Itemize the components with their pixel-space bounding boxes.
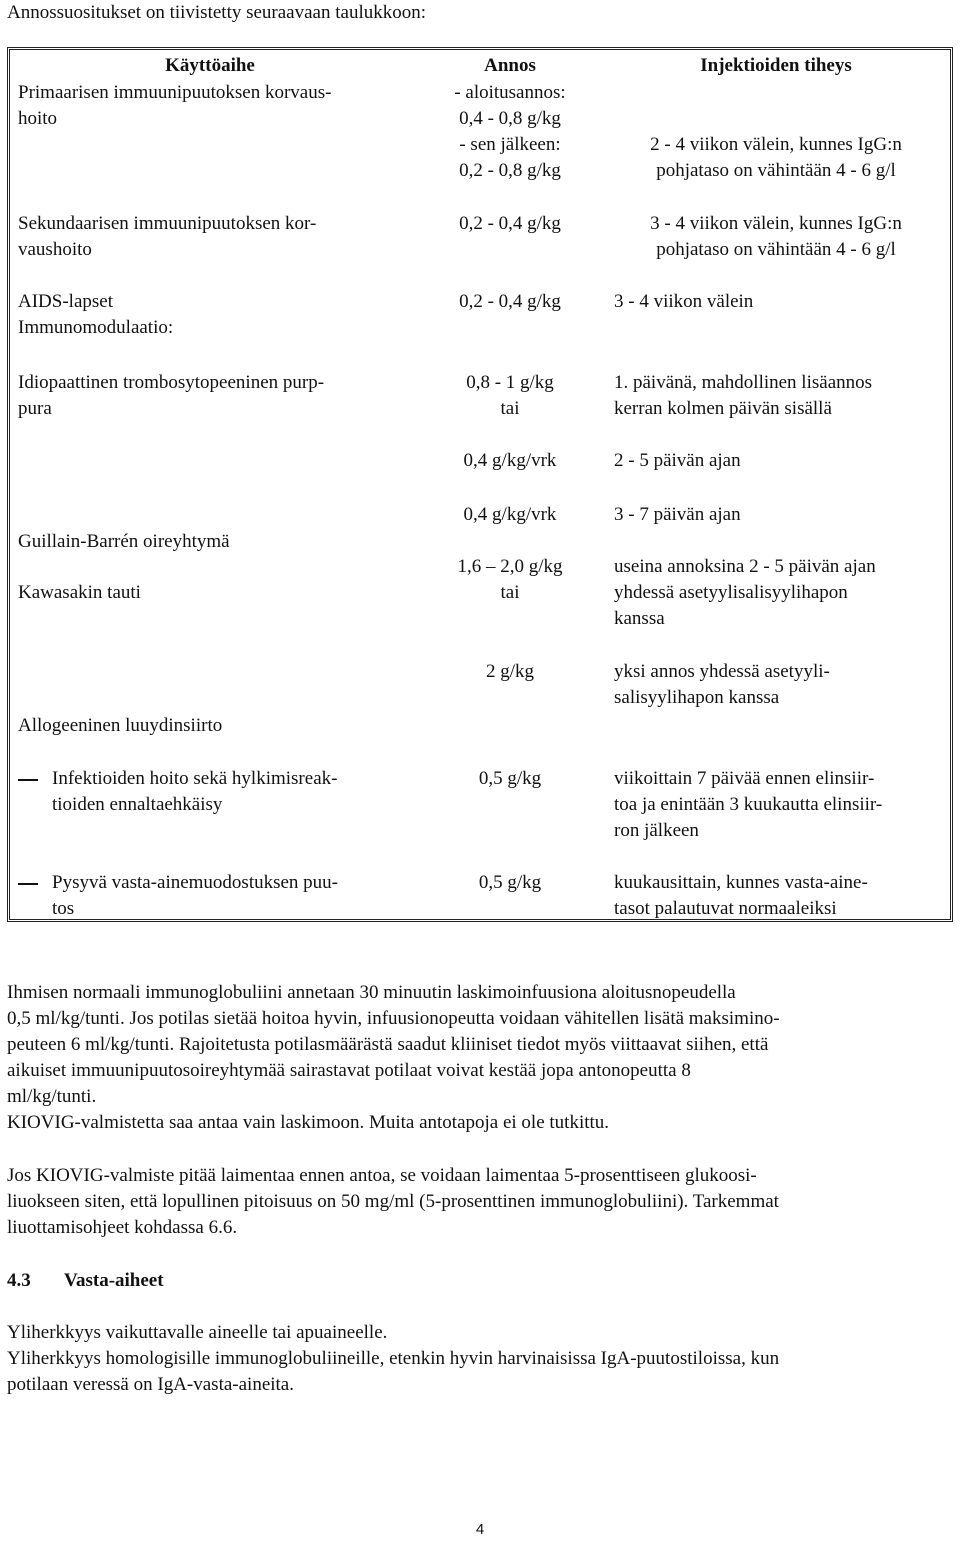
p2-line3: liuottamisohjeet kohdassa 6.6. <box>7 1217 238 1238</box>
r11-indication-line2: tioiden ennaltaehkäisy <box>52 794 223 815</box>
r1-dose-line3: - sen jälkeen: <box>459 134 561 155</box>
p1-line2: 0,5 ml/kg/tunti. Jos potilas sietää hoitoa hyvin, infuusionopeutta voidaan vähitellen lisätä maksimino- <box>7 1008 780 1029</box>
r1-dose-line4: 0,2 - 0,8 g/kg <box>459 160 561 181</box>
header-indication: Käyttöaihe <box>165 55 255 76</box>
r5-indication-line1: Idiopaattinen trombosytopeeninen purp- <box>18 372 325 393</box>
p3-line1: Yliherkkyys vaikuttavalle aineelle tai apuaineelle. <box>7 1322 388 1343</box>
r5-indication-line2: pura <box>18 398 52 419</box>
r8-dose-line1: 1,6 – 2,0 g/kg <box>457 556 563 577</box>
dash-bullet <box>18 779 38 781</box>
r8-frequency-line2: yhdessä asetyylisalisyylihapon <box>614 582 848 603</box>
r2-frequency-line1: 3 - 4 viikon välein, kunnes IgG:n <box>650 213 902 234</box>
section-number: 4.3 <box>7 1270 31 1291</box>
r8-frequency-line3: kanssa <box>614 608 665 629</box>
r1-indication-line1: Primaarisen immuunipuutoksen korvaus- <box>18 82 332 103</box>
r11-indication-line1: Infektioiden hoito sekä hylkimisreak- <box>52 768 338 789</box>
r1-frequency-line2: pohjataso on vähintään 4 - 6 g/l <box>656 160 896 181</box>
header-frequency: Injektioiden tiheys <box>700 55 852 76</box>
r1-frequency-line1: 2 - 4 viikon välein, kunnes IgG:n <box>650 134 902 155</box>
r12-frequency-line1: kuukausittain, kunnes vasta-aine- <box>614 872 868 893</box>
r12-indication-line2: tos <box>52 898 75 919</box>
section-title: Vasta-aiheet <box>64 1270 164 1291</box>
r9-frequency-line2: salisyylihapon kanssa <box>614 687 780 708</box>
r7-dose: 0,4 g/kg/vrk <box>463 504 557 525</box>
r11-dose: 0,5 g/kg <box>478 768 542 789</box>
r2-dose: 0,2 - 0,4 g/kg <box>459 213 561 234</box>
page-number: 4 <box>475 1521 485 1538</box>
r7-indication: Guillain-Barrén oireyhtymä <box>18 531 230 552</box>
p1-line6: KIOVIG-valmistetta saa antaa vain laskimoon. Muita antotapoja ei ole tutkittu. <box>7 1112 610 1133</box>
r5-frequency-line1: 1. päivänä, mahdollinen lisäannos <box>614 372 873 393</box>
r9-frequency-line1: yksi annos yhdessä asetyyli- <box>614 661 830 682</box>
r3-indication: AIDS-lapset <box>18 291 113 312</box>
dash-bullet <box>18 883 38 885</box>
r7-frequency: 3 - 7 päivän ajan <box>614 504 741 525</box>
p1-line4: aikuiset immuunipuutosoireyhtymää sairastavat potilaat voivat kestää jopa antonopeutta 8 <box>7 1060 691 1081</box>
r12-dose: 0,5 g/kg <box>478 872 542 893</box>
r8-frequency-line1: useina annoksina 2 - 5 päivän ajan <box>614 556 876 577</box>
p1-line1: Ihmisen normaali immunoglobuliini annetaan 30 minuutin laskimoinfuusiona aloitusnopeudella <box>7 982 736 1003</box>
header-dose: Annos <box>484 55 536 76</box>
r11-frequency-line3: ron jälkeen <box>614 820 699 841</box>
r5-dose-line2: tai <box>500 398 520 419</box>
r1-indication-line2: hoito <box>18 108 58 129</box>
r3-frequency: 3 - 4 viikon välein <box>614 291 754 312</box>
p3-line2: Yliherkkyys homologisille immunoglobuliineille, etenkin hyvin harvinaisissa IgA-puutostiloissa, kun <box>7 1348 780 1369</box>
p1-line3: peuteen 6 ml/kg/tunti. Rajoitetusta potilasmäärästä saadut kliiniset tiedot myös viittaavat siihen, että <box>7 1034 769 1055</box>
r8-dose-line2: tai <box>500 582 520 603</box>
intro-text: Annossuositukset on tiivistetty seuraavaan taulukkoon: <box>7 2 427 23</box>
p2-line2: liuokseen siten, että lopullinen pitoisuus on 50 mg/ml (5-prosenttinen immunoglobuliini). Tarkemmat <box>7 1191 779 1212</box>
p2-line1: Jos KIOVIG-valmiste pitää laimentaa ennen antoa, se voidaan laimentaa 5-prosenttiseen glukoosi- <box>7 1165 757 1186</box>
r10-indication: Allogeeninen luuydinsiirto <box>18 715 223 736</box>
r4-indication: Immunomodulaatio: <box>18 317 174 338</box>
r5-frequency-line2: kerran kolmen päivän sisällä <box>614 398 832 419</box>
r1-dose-line1: - aloitusannos: <box>454 82 566 103</box>
p3-line3: potilaan veressä on IgA-vasta-aineita. <box>7 1374 294 1395</box>
r2-frequency-line2: pohjataso on vähintään 4 - 6 g/l <box>656 239 896 260</box>
r8-indication: Kawasakin tauti <box>18 582 141 603</box>
r11-frequency-line1: viikoittain 7 päivää ennen elinsiir- <box>614 768 875 789</box>
r12-frequency-line2: tasot palautuvat normaaleiksi <box>614 898 837 919</box>
r6-dose: 0,4 g/kg/vrk <box>463 450 557 471</box>
r2-indication-line1: Sekundaarisen immuunipuutoksen kor- <box>18 213 317 234</box>
r2-indication-line2: vaushoito <box>18 239 92 260</box>
p1-line5: ml/kg/tunti. <box>7 1086 97 1107</box>
r6-frequency: 2 - 5 päivän ajan <box>614 450 741 471</box>
r1-dose-line2: 0,4 - 0,8 g/kg <box>459 108 561 129</box>
r5-dose-line1: 0,8 - 1 g/kg <box>466 372 554 393</box>
r11-frequency-line2: toa ja enintään 3 kuukautta elinsiir- <box>614 794 883 815</box>
r3-dose: 0,2 - 0,4 g/kg <box>459 291 561 312</box>
r12-indication-line1: Pysyvä vasta-ainemuodostuksen puu- <box>52 872 339 893</box>
r9-dose: 2 g/kg <box>485 661 535 682</box>
